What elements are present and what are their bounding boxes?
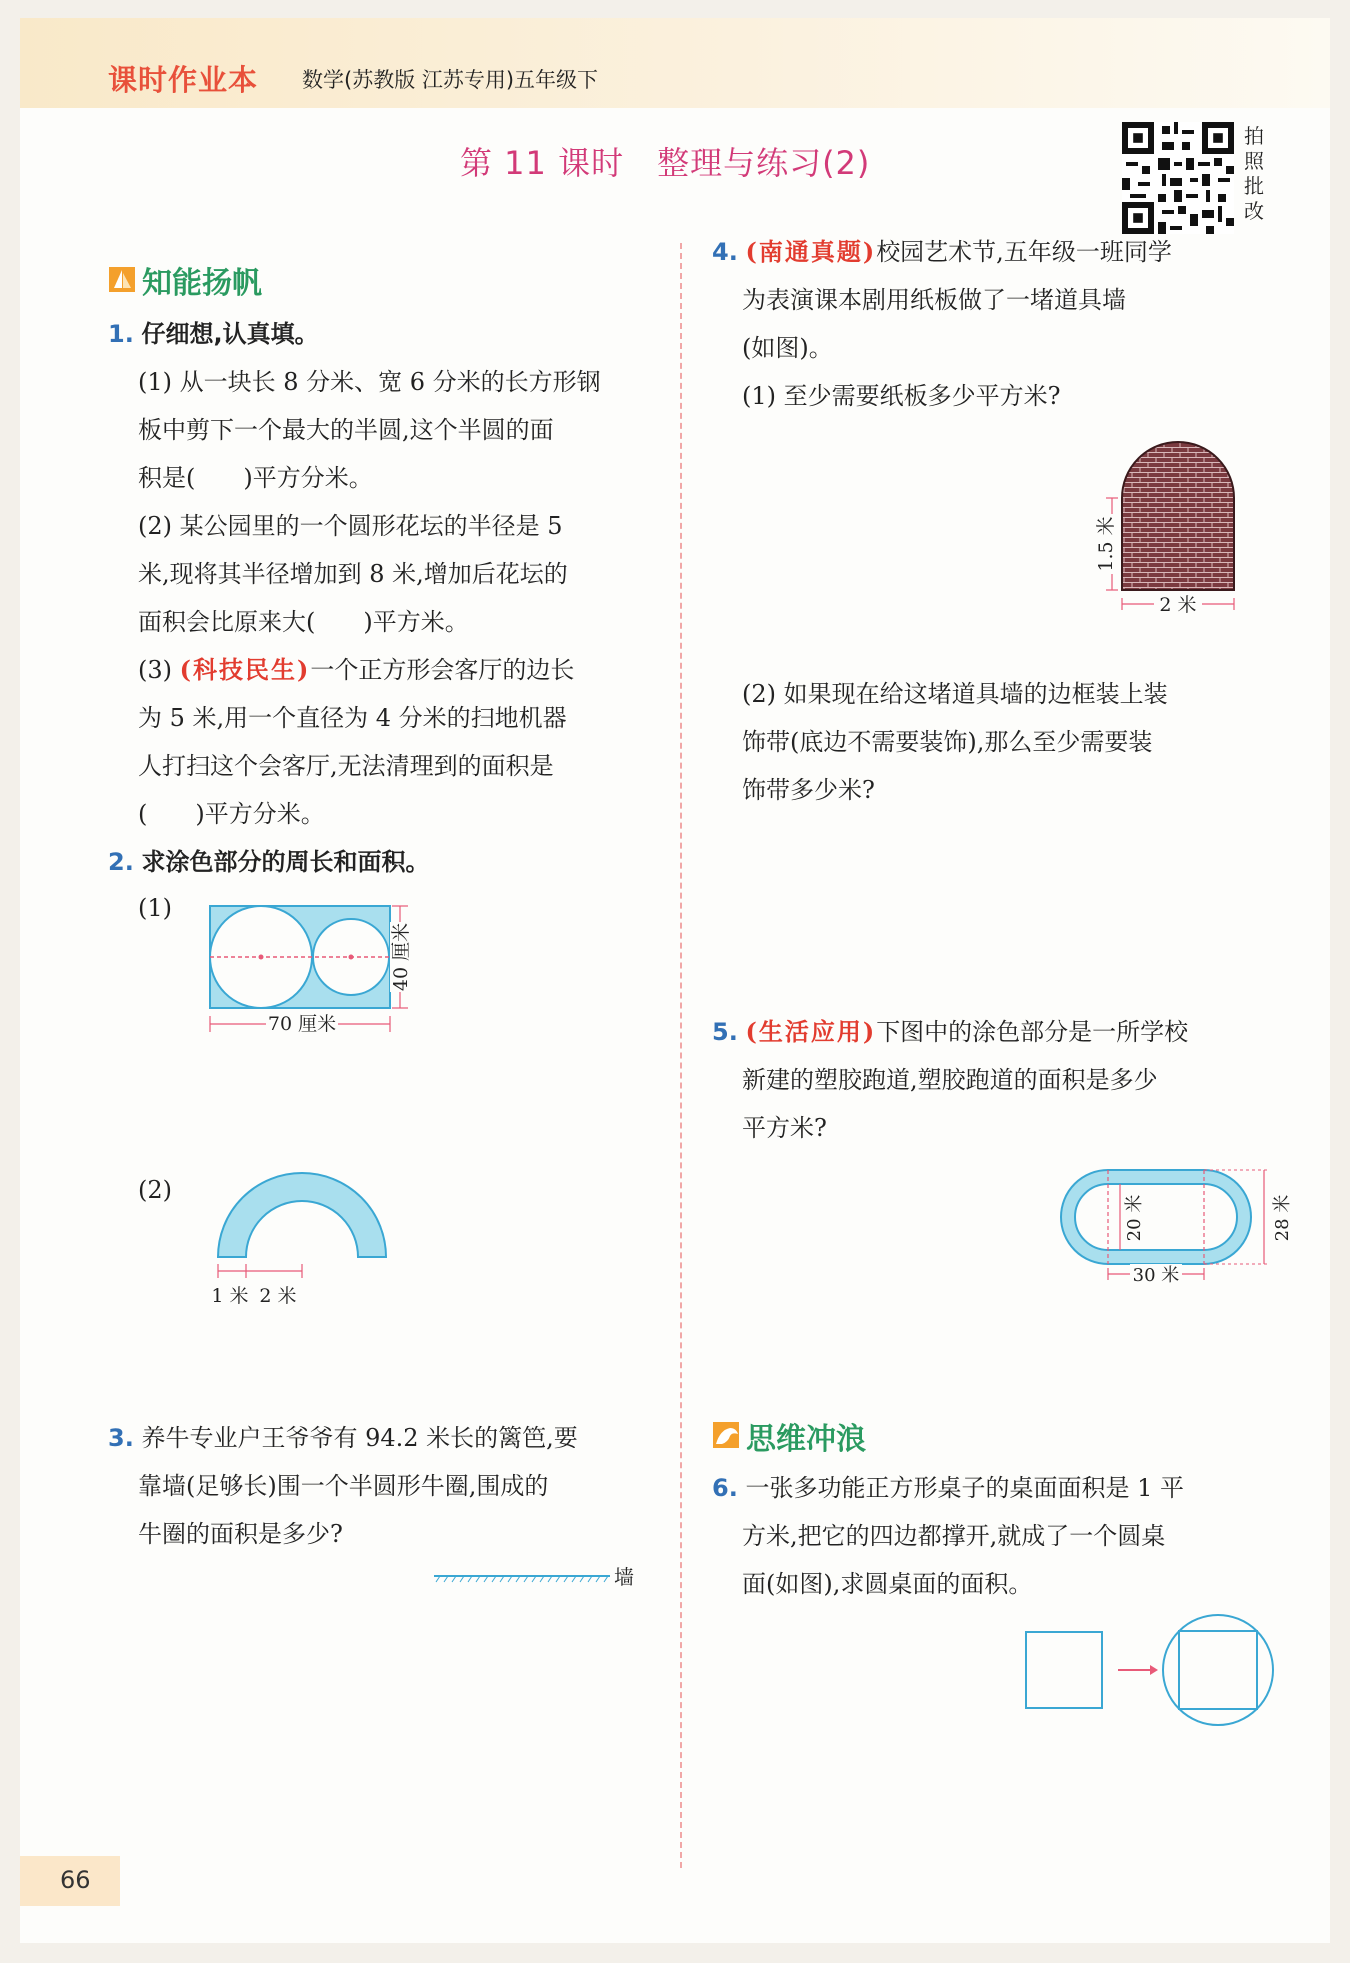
q1-head-text: 仔细想,认真填。 xyxy=(141,320,319,348)
q6-line1 xyxy=(712,1464,1184,1512)
q1-heading xyxy=(108,310,319,358)
q3-line2: 靠墙(足够长)围一个半圆形牛圈,围成的 xyxy=(138,1472,549,1500)
q6-table-figure xyxy=(1000,1608,1290,1738)
column-divider xyxy=(680,243,682,1868)
q2-head-text: 求涂色部分的周长和面积。 xyxy=(141,848,430,876)
q1-part1-line3: 积是( )平方分米。 xyxy=(138,464,373,492)
q1-part3-text: 一个正方形会客厅的边长 xyxy=(310,656,575,684)
sail-section-icon xyxy=(108,264,138,294)
worksheet-page xyxy=(20,18,1330,1943)
q4-part2-line1: (2) 如果现在给这堵道具墙的边框装上装 xyxy=(742,680,1168,708)
track-outer-label: 28 米 xyxy=(1272,1194,1293,1242)
track-inner-label: 20 米 xyxy=(1124,1194,1145,1242)
q2-sub2-label: (2) xyxy=(138,1176,172,1204)
q4-part2-line3: 饰带多少米? xyxy=(742,776,875,804)
q4-line3: (如图)。 xyxy=(742,334,833,362)
q1-part1-line2: 板中剪下一个最大的半圆,这个半圆的面 xyxy=(138,416,554,444)
q4-line2: 为表演课本剧用纸板做了一堵道具墙 xyxy=(742,286,1126,314)
q1-part3-prefix: (3) xyxy=(138,656,180,684)
q2-heading xyxy=(108,838,429,886)
brand-title: 课时作业本 xyxy=(108,63,259,97)
lesson-title: 第 11 课时 整理与练习(2) xyxy=(460,144,871,182)
q4-part1: (1) 至少需要纸板多少平方米? xyxy=(742,382,1061,410)
q1-part3-line1 xyxy=(138,646,574,694)
q5-line3: 平方米? xyxy=(742,1114,827,1142)
q3-line3: 牛圈的面积是多少? xyxy=(138,1520,343,1548)
wall-shape xyxy=(1122,442,1234,590)
q1-part2-line1: (2) 某公园里的一个圆形花坛的半径是 5 xyxy=(138,512,563,540)
q5-text1: 下图中的涂色部分是一所学校 xyxy=(876,1018,1189,1046)
q1-part3-tag: (科技民生) xyxy=(179,655,311,684)
q2-figure1 xyxy=(188,884,438,1064)
fig2-half-ring xyxy=(218,1173,386,1257)
fig2-inner-radius-label: 2 米 xyxy=(259,1285,297,1307)
q6-line2: 方米,把它的四边都撑开,就成了一个圆桌 xyxy=(742,1522,1166,1550)
q1-part1-line1: (1) 从一块长 8 分米、宽 6 分米的长方形钢 xyxy=(138,368,601,396)
wall-height-label: 1.5 米 xyxy=(1095,516,1117,572)
fig1-height-label: 40 厘米 xyxy=(390,922,412,992)
q5-tag: (生活应用) xyxy=(745,1017,877,1046)
inscribed-square xyxy=(1179,1631,1257,1709)
q1-part2-line2: 米,现将其半径增加到 8 米,增加后花坛的 xyxy=(138,560,568,588)
q4-text1: 校园艺术节,五年级一班同学 xyxy=(876,238,1172,266)
q4-part2-line2: 饰带(底边不需要装饰),那么至少需要装 xyxy=(742,728,1153,756)
section-title-thinking: 思维冲浪 xyxy=(746,1422,866,1457)
q3-text1: 养牛专业户王爷爷有 94.2 米长的篱笆,要 xyxy=(141,1424,578,1452)
qr-code-icon[interactable] xyxy=(1122,122,1234,234)
page-number-tab xyxy=(20,1856,120,1906)
q1-part2-line3: 面积会比原来大( )平方米。 xyxy=(138,608,469,636)
q3-line1 xyxy=(108,1414,578,1462)
square-table xyxy=(1026,1632,1102,1708)
q4-number: 4. xyxy=(712,238,738,266)
q1-part3-line4: ( )平方分米。 xyxy=(138,800,325,828)
q6-text1: 一张多功能正方形桌子的桌面面积是 1 平 xyxy=(745,1474,1184,1502)
track-inner xyxy=(1075,1184,1237,1250)
q1-part3-line2: 为 5 米,用一个直径为 4 分米的扫地机器 xyxy=(138,704,567,732)
section-title-knowledge: 知能扬帆 xyxy=(142,266,262,301)
q2-number: 2. xyxy=(108,848,134,876)
track-length-label: 30 米 xyxy=(1132,1265,1180,1286)
q3-number: 3. xyxy=(108,1424,134,1452)
q2-sub1-label: (1) xyxy=(138,894,172,922)
q1-number: 1. xyxy=(108,320,134,348)
q6-number: 6. xyxy=(712,1474,738,1502)
q2-figure2 xyxy=(190,1146,410,1306)
q5-line1 xyxy=(712,1008,1188,1056)
wall-width-label: 2 米 xyxy=(1159,594,1197,616)
q4-wall-figure xyxy=(1088,418,1288,618)
fig2-ring-width-label: 1 米 xyxy=(211,1285,249,1307)
q1-part3-line3: 人打扫这个会客厅,无法清理到的面积是 xyxy=(138,752,554,780)
q3-wall-figure xyxy=(430,1558,634,1594)
page-number: 66 xyxy=(60,1866,91,1894)
fig1-width-label: 70 厘米 xyxy=(267,1013,337,1035)
q4-line1 xyxy=(712,228,1172,276)
book-subtitle: 数学(苏教版 江苏专用)五年级下 xyxy=(302,68,599,92)
q5-track-figure xyxy=(1038,1138,1298,1298)
qr-label: 拍照批改 xyxy=(1244,124,1264,223)
q5-line2: 新建的塑胶跑道,塑胶跑道的面积是多少 xyxy=(742,1066,1158,1094)
q6-line3: 面(如图),求圆桌面的面积。 xyxy=(742,1570,1033,1598)
wall-label: 墙 xyxy=(614,1565,634,1589)
q4-tag: (南通真题) xyxy=(745,237,877,266)
wave-section-icon xyxy=(712,1420,742,1450)
q5-number: 5. xyxy=(712,1018,738,1046)
